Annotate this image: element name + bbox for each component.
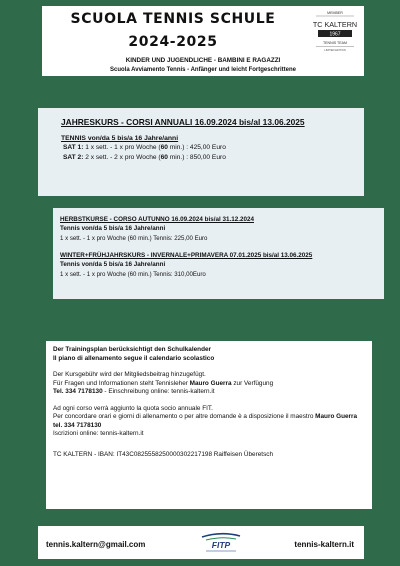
phone-de[interactable]: Tel. 334 7178130 [53,388,103,395]
trainer-name-it[interactable]: Mauro Guerra tel. 334 7178130 [53,413,358,429]
logo-member-text: MEMBER [327,11,343,15]
email-link[interactable]: tennis.kaltern@gmail.com [46,540,146,549]
website-link[interactable]: tennis-kaltern.it [294,540,354,549]
logo-team-text: TENNIS TEAM [322,41,348,45]
info-de-available: zur Verfügung [231,379,274,387]
fitp-logo [198,531,244,555]
fitp-logo-text: FITP [211,540,231,550]
logo-name-text: TC KALTERN [312,20,358,29]
trainer-name-de: Mauro Guerra [189,379,232,387]
info-it-registration: Iscrizioni online: tennis-kaltern.it [53,430,144,437]
sat1-label: SAT 1: [63,144,84,151]
sat1-row [61,143,364,153]
training-info-panel [46,341,372,509]
sat2-row [61,153,364,163]
winter-course-price: 1 x sett. - 1 x pro Woche (60 min.) Tennis: 310,00Euro [60,270,206,278]
tc-kaltern-logo [310,8,360,56]
season-year: 2024-2025 [128,34,218,50]
sat1-text-a: 1 x sett. - 1 x pro Woche ( [83,144,161,151]
sat2-minutes: 60 [160,153,168,161]
info-de-registration: - Einschreibung online: tennis-kaltern.it [102,388,215,395]
sat2-price: min.) : 850,00 Euro [167,153,226,161]
winter-course-heading: WINTER+FRÜHJAHRSKURS - INVERNALE+PRIMAVERA 07.01.2025 bis/al 13.06.2025 [60,252,313,259]
info-it-contact: Per concordare orari e giorni di allenamento o per altre domande è a disposizione il maestro [53,413,316,420]
autumn-course-heading: HERBSTKURSE - CORSO AUTUNNO 16.09.2024 bis/al 31.12.2024 [60,216,254,223]
autumn-course-group: Tennis von/da 5 bis/a 16 Jahre/anni [60,225,166,232]
schedule-note-de: Der Trainingsplan berücksichtigt den Schulkalender [53,346,212,353]
sat2-label: SAT 2: [63,153,84,161]
footer-panel [38,526,364,559]
sat1-minutes: 60 [160,144,168,151]
header-panel [42,6,364,76]
iban-line: TC KALTERN - IBAN: IT43C0825558250000302217198 Raiffeisen Überetsch [53,450,274,458]
annual-course-panel [38,108,364,196]
header-subtitle: KINDER UND JUGENDLICHE - BAMBINI E RAGAZZI [125,57,281,64]
autumn-course-price: 1 x sett. - 1 x pro Woche (60 min.) Tennis: 225,00 Euro [60,234,208,242]
annual-course-heading: JAHRESKURS - CORSI ANNUALI 16.09.2024 bis/al 13.06.2025 [61,117,305,127]
schedule-note-it: Il piano di allenamento segue il calendario scolastico [53,354,215,362]
sat1-price: min.) : 425,00 Euro [167,144,226,151]
sat2-text-a: 2 x sett. - 2 x pro Woche ( [83,153,161,161]
logo-edition-text: LIMITED EDITION [324,49,346,52]
logo-year-text: 1967 [329,31,341,38]
info-de-contact: Für Fragen und Informationen steht Tennisleher [53,379,190,387]
info-it-fee: Ad ogni corso verrà aggiunto la quota socio annuale FIT. [53,404,213,412]
winter-course-group: Tennis von/da 5 bis/a 16 Jahre/anni [60,261,166,268]
header-tagline: Scuola Avviamento Tennis - Anfänger und leicht Fortgeschrittene [110,67,296,73]
page-title: SCUOLA TENNIS SCHULE [70,11,276,27]
info-de-fee: Der Kursgebühr wird der Mitgliedsbeitrag hinzugefügt. [53,371,206,378]
annual-course-group: TENNIS von/da 5 bis/a 16 Jahre/anni [61,135,179,142]
info-de-paragraph [53,371,364,397]
seasonal-course-panel [53,208,384,299]
info-it-paragraph [53,405,364,439]
